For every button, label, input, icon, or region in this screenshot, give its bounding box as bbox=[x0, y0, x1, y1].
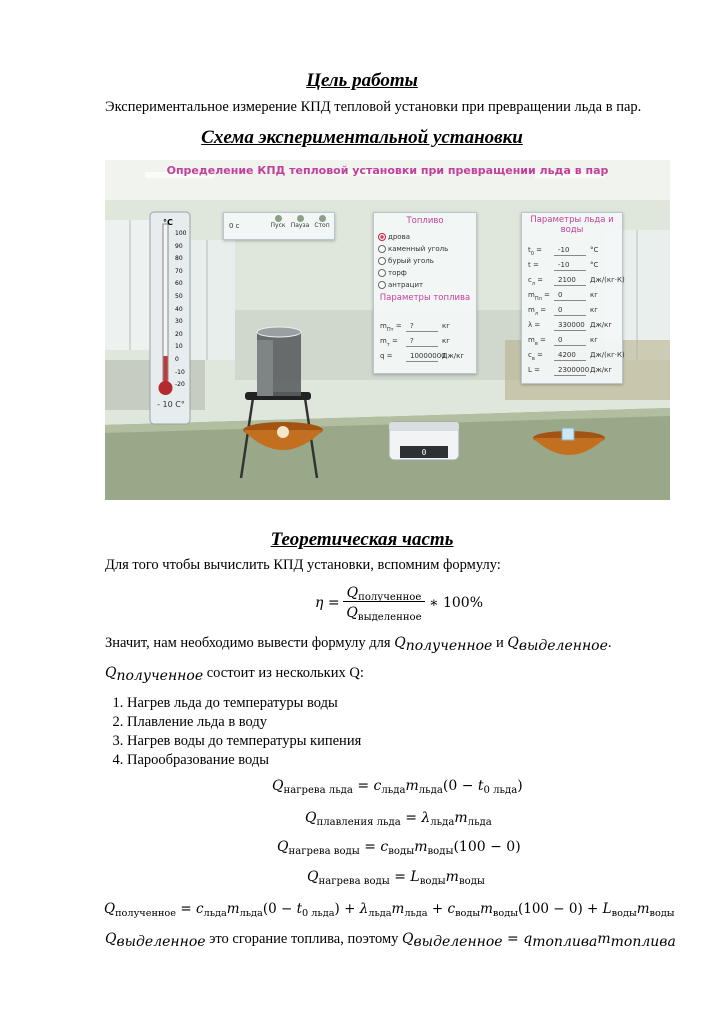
param-input[interactable]: 0 bbox=[554, 305, 586, 316]
param-row bbox=[528, 320, 613, 330]
param-row bbox=[380, 336, 450, 348]
param-unit: Дж/кг bbox=[590, 321, 613, 329]
thermo-tick: 100 bbox=[175, 230, 187, 237]
param-row bbox=[528, 245, 599, 257]
param-unit: кг bbox=[442, 322, 450, 330]
param-input[interactable]: -10 bbox=[554, 245, 586, 256]
schema-title: Схема экспериментальной установки bbox=[201, 127, 523, 148]
param-label: $c_л$ = bbox=[528, 276, 544, 287]
param-input[interactable]: 0 bbox=[554, 290, 586, 301]
need-text: Значит, нам необходимо вывести формулу для $Q_{полученное}$ и $Q_{выделенное}$. bbox=[105, 635, 612, 654]
param-unit: кг bbox=[590, 291, 598, 299]
thermo-tick: 70 bbox=[175, 267, 183, 275]
steps-list bbox=[105, 694, 361, 770]
param-input[interactable]: ? bbox=[406, 321, 438, 332]
param-label: $m_{Пт}$ = bbox=[380, 322, 402, 333]
theory-title: Теоретическая часть bbox=[270, 529, 454, 550]
formula-vaporization: $Q_{нагрева воды} = L_{воды}m_{воды}$ bbox=[307, 869, 485, 887]
radio-icon[interactable] bbox=[378, 269, 386, 277]
thermo-tick: 90 bbox=[175, 242, 183, 250]
scale-display: 0 bbox=[421, 448, 427, 457]
param-input[interactable]: 4200 bbox=[554, 350, 586, 361]
fuel-option[interactable] bbox=[378, 233, 448, 245]
formula-total: $Q_{полученное} = c_{льда}m_{льда}(0 - t_{0 льда}) + \lambda_{льда}m_{льда} + c_{воды}m_{воды}(100 - 0) + L_{воды}m_{воды}$ bbox=[104, 901, 675, 919]
param-unit: кг bbox=[590, 336, 598, 344]
goal-text: Экспериментальное измерение КПД тепловой установки при превращении льда в пар. bbox=[105, 99, 642, 115]
eta-tail: ∗ 100% bbox=[429, 595, 483, 611]
radio-icon[interactable] bbox=[378, 233, 386, 241]
thermo-tick: 0 bbox=[175, 356, 179, 363]
released-text: $Q_{выделенное}$ это сгорание топлива, поэтому $Q_{выделенное} = q_{топлива}m_{топлива}$ bbox=[105, 931, 676, 950]
param-label: q = bbox=[380, 352, 393, 360]
param-row bbox=[528, 260, 599, 270]
param-label: $m_л$ = bbox=[528, 306, 547, 317]
param-unit: Дж/(кг·К) bbox=[590, 351, 625, 359]
thermo-unit: °C bbox=[163, 218, 173, 227]
fuel-option-label: торф bbox=[388, 269, 407, 277]
param-unit: кг bbox=[590, 306, 598, 314]
param-label: L = bbox=[528, 366, 540, 374]
param-unit: кг bbox=[442, 337, 450, 345]
timer-display: 0 с bbox=[229, 222, 240, 230]
thermo-reading: - 10 C° bbox=[157, 400, 185, 409]
pause-button[interactable]: Пауза bbox=[290, 215, 310, 229]
param-label: $m_в$ = bbox=[528, 336, 546, 347]
param-input[interactable]: -10 bbox=[554, 260, 586, 271]
fuel-option[interactable] bbox=[378, 257, 448, 269]
param-input[interactable]: 2300000 bbox=[554, 365, 586, 376]
step-item: 1. Нагрев льда до температуры воды bbox=[127, 694, 361, 713]
param-label: t = bbox=[528, 261, 539, 269]
fuel-option-label: дрова bbox=[388, 233, 410, 241]
timer-panel bbox=[223, 212, 335, 240]
fuel-option-label: антрацит bbox=[388, 281, 424, 289]
param-unit: Дж/кг bbox=[442, 352, 465, 360]
param-unit: °С bbox=[590, 261, 599, 269]
param-label: $c_в$ = bbox=[528, 351, 543, 362]
stop-button[interactable]: Стоп bbox=[312, 215, 332, 229]
step-item: 3. Нагрев воды до температуры кипения bbox=[127, 732, 361, 751]
consists-text: $Q_{полученное}$ состоит из нескольких Q: bbox=[105, 665, 364, 684]
fuel-option[interactable] bbox=[378, 281, 448, 293]
thermo-tick: -10 bbox=[175, 368, 185, 376]
ice-panel bbox=[521, 212, 623, 384]
formula-melting-ice: $Q_{плавления льда} = \lambda_{льда}m_{льда}$ bbox=[305, 810, 492, 828]
thermo-tick: 80 bbox=[175, 255, 183, 263]
param-unit: Дж/кг bbox=[590, 366, 613, 374]
param-row bbox=[528, 290, 598, 302]
timer-buttons bbox=[268, 215, 332, 237]
goal-title: Цель работы bbox=[306, 70, 418, 91]
theory-intro: Для того чтобы вычислить КПД установки, вспомним формулу: bbox=[105, 557, 501, 573]
param-label: $m_т$ = bbox=[380, 337, 398, 348]
ice-title: Параметры льда и воды bbox=[530, 215, 614, 235]
fuel-option-label: каменный уголь bbox=[388, 245, 449, 253]
param-label: $m_{Пл}$ = bbox=[528, 291, 550, 302]
param-row bbox=[528, 305, 598, 317]
thermo-tick: -20 bbox=[175, 381, 185, 389]
thermo-tick: 40 bbox=[175, 305, 183, 313]
formula-heating-ice: $Q_{нагрева льда} = c_{льда}m_{льда}(0 - t_{0 льда})$ bbox=[272, 778, 523, 796]
param-unit: °С bbox=[590, 246, 599, 254]
thermo-tick: 20 bbox=[175, 330, 183, 338]
param-row bbox=[380, 351, 465, 361]
step-item: 4. Парообразование воды bbox=[127, 751, 361, 770]
start-button[interactable]: Пуск bbox=[268, 215, 288, 229]
param-input[interactable]: 330000 bbox=[554, 320, 586, 331]
param-row bbox=[528, 350, 625, 362]
fuel-params bbox=[374, 321, 476, 371]
radio-icon[interactable] bbox=[378, 245, 386, 253]
param-label: $t_0$ = bbox=[528, 246, 543, 257]
fuel-options bbox=[378, 233, 448, 293]
step-item: 2. Плавление льда в воду bbox=[127, 713, 361, 732]
param-row bbox=[380, 321, 450, 333]
fuel-panel bbox=[373, 212, 477, 374]
eta-denominator: $Q_{выделенное}$ bbox=[346, 605, 422, 623]
param-input[interactable]: 0 bbox=[554, 335, 586, 346]
param-label: λ = bbox=[528, 321, 541, 329]
ice-params bbox=[522, 245, 625, 380]
radio-icon[interactable] bbox=[378, 257, 386, 265]
sim-header: Определение КПД тепловой установки при превращении льда в пар bbox=[166, 164, 609, 177]
fuel-option-label: бурый уголь bbox=[388, 257, 434, 265]
fuel-title: Топливо bbox=[406, 216, 444, 226]
thermo-tick: 30 bbox=[175, 318, 183, 326]
formula-heating-water: $Q_{нагрева воды} = c_{воды}m_{воды}(100 - 0)$ bbox=[277, 839, 521, 857]
fuel-params-title: Параметры топлива bbox=[379, 293, 471, 303]
thermo-tick: 60 bbox=[175, 280, 183, 288]
param-row bbox=[528, 335, 598, 347]
param-unit: Дж/(кг·К) bbox=[590, 276, 625, 284]
param-row bbox=[528, 365, 613, 375]
fuel-option[interactable] bbox=[378, 269, 448, 281]
eta-numerator: $Q_{полученное}$ bbox=[343, 585, 425, 602]
param-row bbox=[528, 275, 625, 287]
param-input[interactable]: 2100 bbox=[554, 275, 586, 286]
fuel-option[interactable] bbox=[378, 245, 448, 257]
param-input[interactable]: 10000000 bbox=[406, 351, 438, 362]
param-input[interactable]: ? bbox=[406, 336, 438, 347]
simulation-scene bbox=[105, 160, 670, 500]
thermo-tick: 10 bbox=[175, 343, 183, 351]
thermo-tick: 50 bbox=[175, 293, 183, 300]
radio-icon[interactable] bbox=[378, 281, 386, 289]
eta-lhs: η = bbox=[315, 595, 340, 611]
